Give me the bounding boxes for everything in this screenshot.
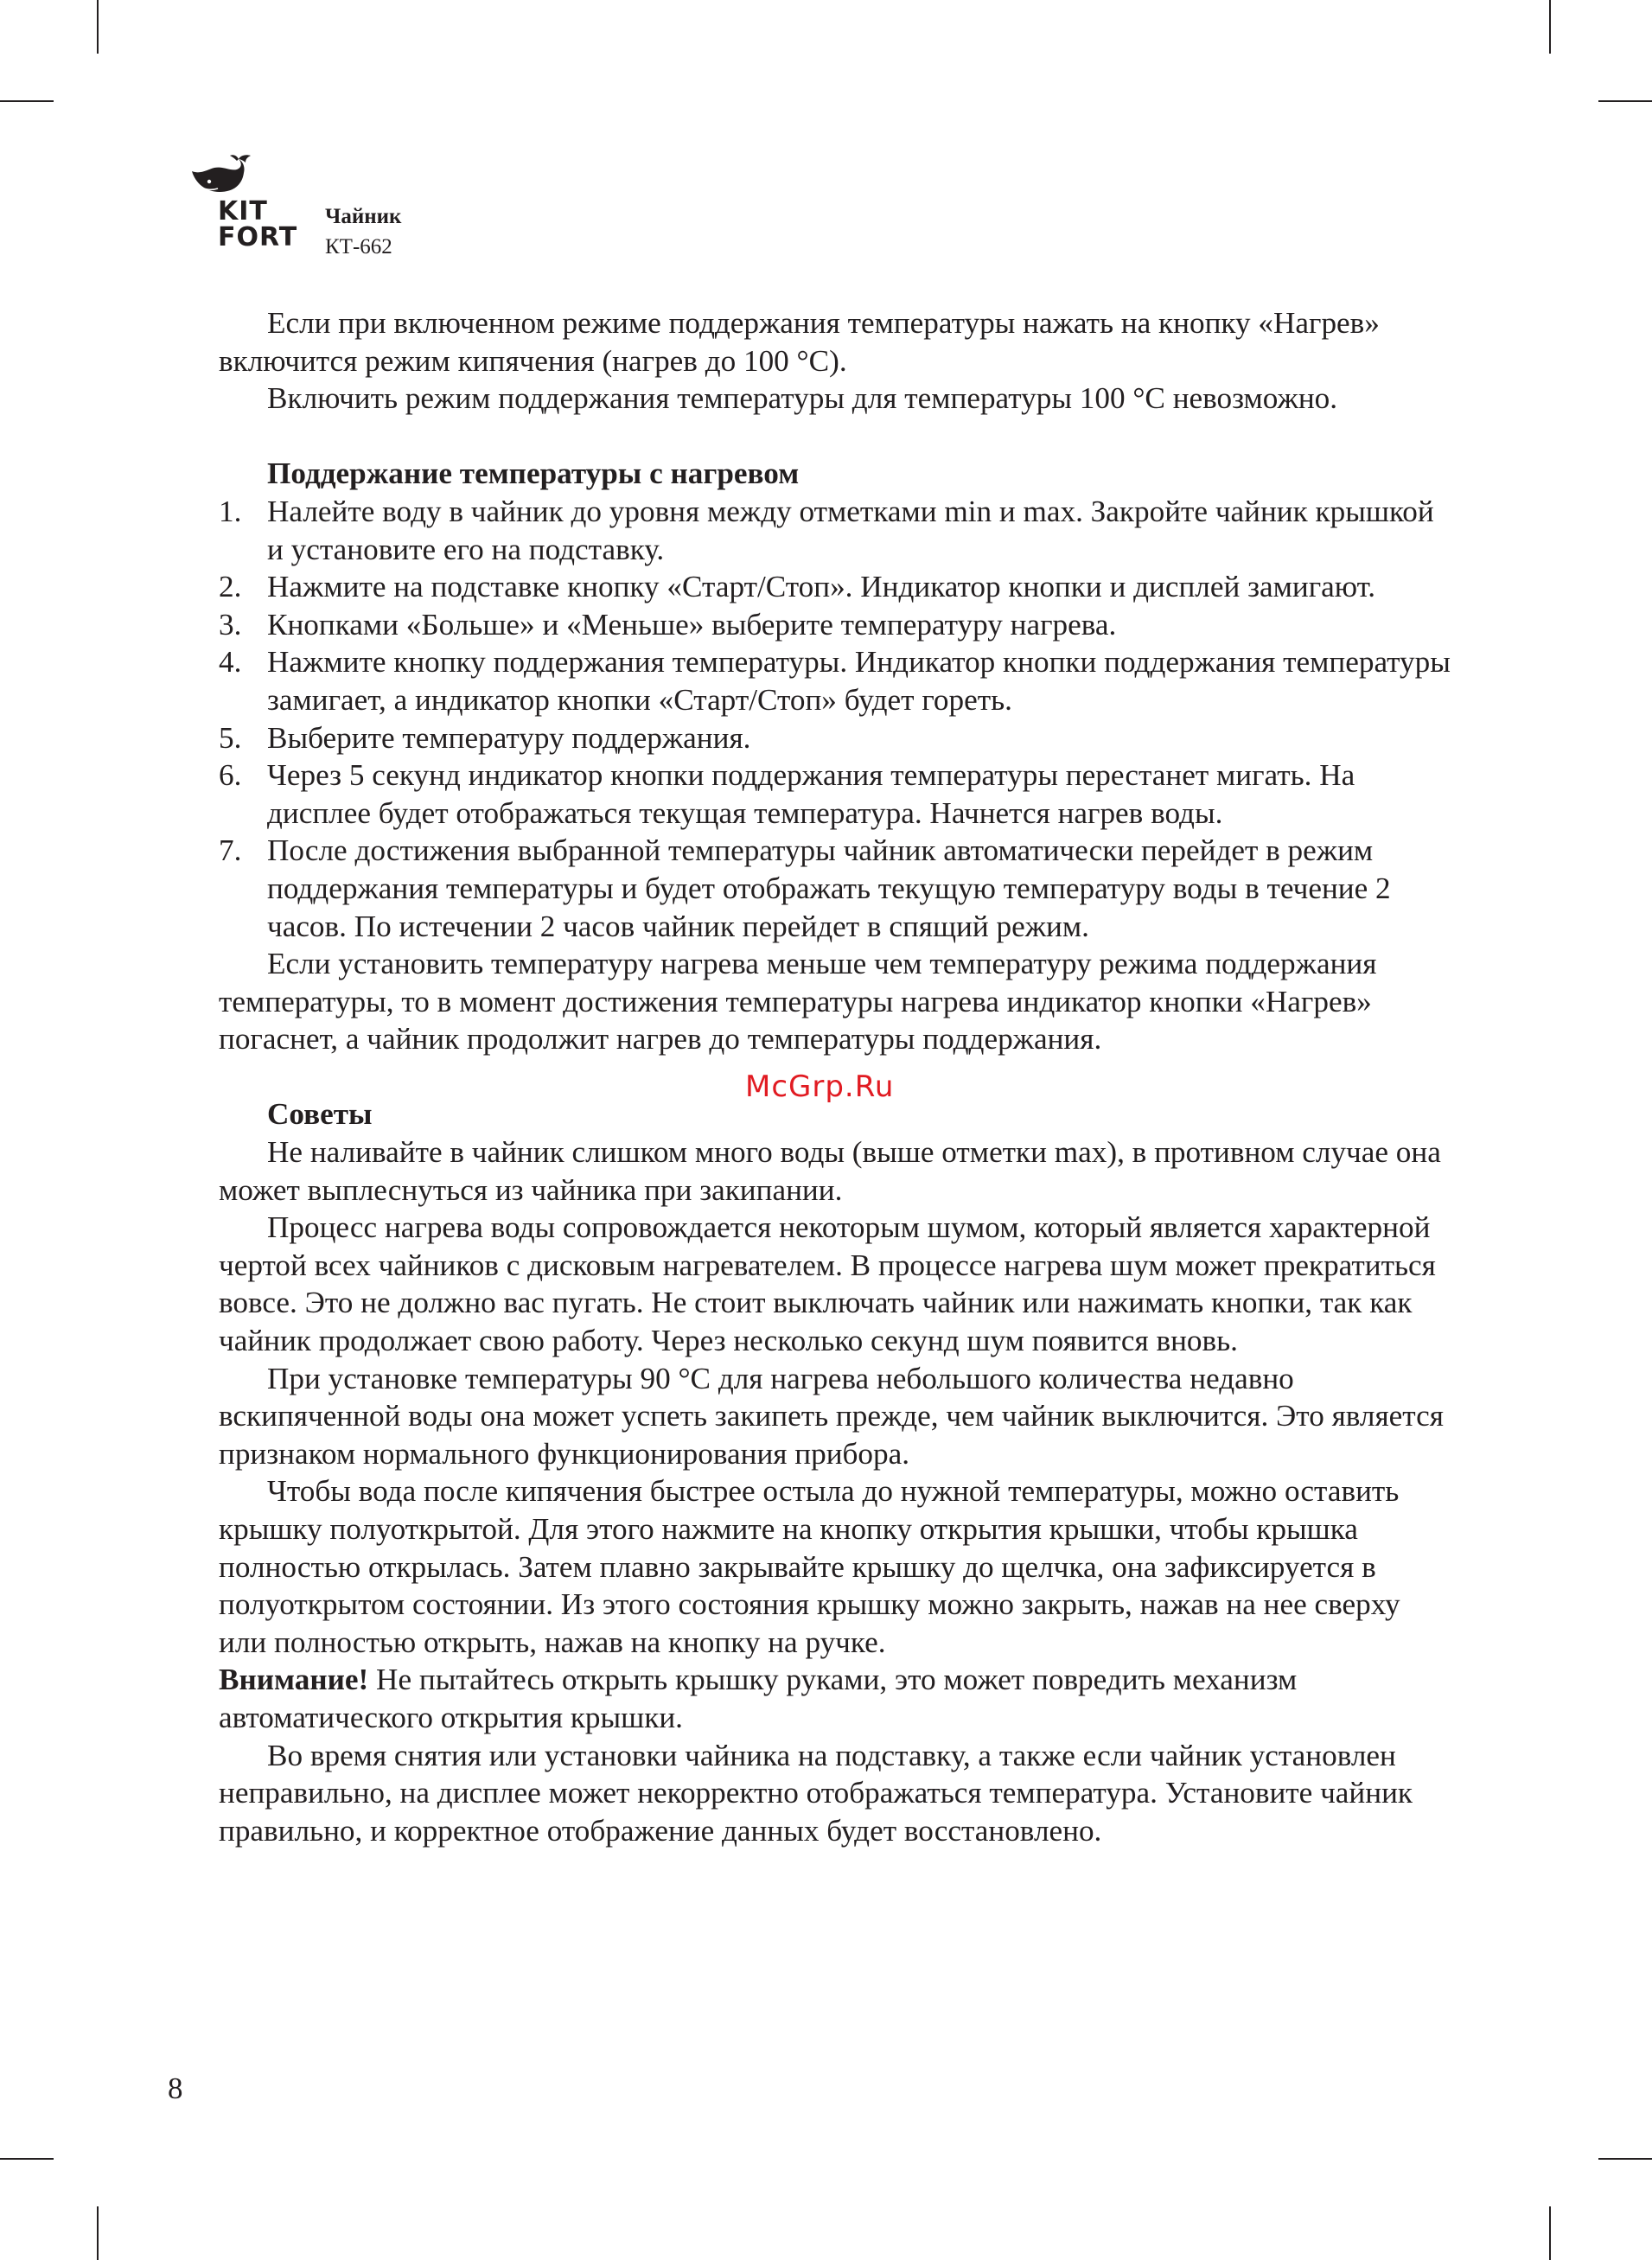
product-name: Чайник <box>325 205 402 228</box>
tips-paragraph-4: Чтобы вода после кипячения быстрее остыла до нужной температуры, можно оставить крышку полуоткрытой. Для этого нажмите на кнопку открытия крышки, чтобы крышка полностью открылась. Затем плавно закрывайте крышку до щелчка, она зафиксируется в полуоткрытом состоянии. Из этого состояния крышку можно закрыть, нажав на нее сверху или полностью открыть, нажав на кнопку на ручке. <box>219 1474 1400 1659</box>
heating-note: Если установить температуру нагрева меньше чем температуру режима поддержания температуры, то в момент достижения температуры нагрева индикатор кнопки «Нагрев» погаснет, а чайник продолжит нагрев до температуры поддержания. <box>219 947 1377 1057</box>
list-item-number: 2. <box>219 570 242 604</box>
tips-paragraph-1: Не наливайте в чайник слишком много воды (выше отметки max), в противном случае она может выплеснуться из чайника при закипании. <box>219 1135 1441 1207</box>
list-item <box>219 757 1455 832</box>
page-number: 8 <box>168 2072 183 2105</box>
warning-paragraph <box>219 1661 1455 1736</box>
watermark-link[interactable]: McGrp.Ru <box>745 1069 895 1104</box>
list-item-number: 4. <box>219 645 242 680</box>
spacer <box>219 418 1455 456</box>
list-item <box>219 606 1455 644</box>
crop-mark-top-left <box>97 0 99 54</box>
crop-mark-left-top <box>0 100 54 102</box>
kitfort-logo <box>185 154 297 266</box>
logo-wordmark <box>218 196 298 252</box>
list-item-number: 1. <box>219 494 242 528</box>
list-item-number: 5. <box>219 720 242 755</box>
list-item <box>219 643 1455 718</box>
intro-paragraph-1: Если при включенном режиме поддержания температуры нажать на кнопку «Нагрев» включится режим кипячения (нагрев до 100 °С). <box>219 306 1380 378</box>
tips-paragraph-2: Процесс нагрева воды сопровождается некоторым шумом, который является характерной чертой всех чайников с дисковым нагревателем. В процессе нагрева шум может прекратиться вовсе. Это не должно вас пугать. Не стоит выключать чайник или нажимать кнопки, так как чайник продолжает свою работу. Через несколько секунд шум появится вновь. <box>219 1210 1436 1358</box>
list-item-text: Нажмите на подставке кнопку «Старт/Стоп». Индикатор кнопки и дисплей замигают. <box>267 570 1376 604</box>
tips-paragraph-3: При установке температуры 90 °С для нагрева небольшого количества недавно вскипяченной воды она может успеть закипеть прежде, чем чайник выключится. Это является признаком нормального функционирования прибора. <box>219 1361 1444 1471</box>
list-item <box>219 493 1455 568</box>
section-title-tips: Советы <box>267 1097 373 1132</box>
list-item-number: 7. <box>219 833 242 868</box>
logo-line-1: KIT <box>218 196 268 227</box>
warning-text: Не пытайтесь открыть крышку руками, это может повредить механизм автоматического открытия крышки. <box>219 1663 1298 1734</box>
steps-list <box>219 493 1455 945</box>
tips-paragraph-5: Во время снятия или установки чайника на подставку, а также если чайник установлен неправильно, на дисплее может некорректно отображаться температура. Установите чайник правильно, и корректное отображение данных будет восстановлено. <box>219 1738 1413 1848</box>
product-model: КТ-662 <box>325 235 392 259</box>
warning-label: Внимание! <box>219 1663 369 1697</box>
list-item-number: 6. <box>219 758 242 793</box>
crop-mark-top-right <box>1549 0 1551 54</box>
list-item-text: Кнопками «Больше» и «Меньше» выберите температуру нагрева. <box>267 607 1117 642</box>
list-item-text: Нажмите кнопку поддержания температуры. Индикатор кнопки поддержания температуры замигает, а индикатор кнопки «Старт/Стоп» будет гореть. <box>267 645 1451 717</box>
crop-mark-bottom-right <box>1549 2206 1551 2260</box>
list-item-text: Выберите температуру поддержания. <box>267 720 751 755</box>
crop-mark-left-bottom <box>0 2158 54 2160</box>
crop-mark-bottom-left <box>97 2206 99 2260</box>
list-item <box>219 719 1455 757</box>
crop-mark-right-bottom <box>1598 2158 1652 2160</box>
list-item <box>219 832 1455 945</box>
list-item <box>219 568 1455 606</box>
list-item-text: Налейте воду в чайник до уровня между отметками min и max. Закройте чайник крышкой и установите его на подставку. <box>267 494 1434 566</box>
section-title-heating: Поддержание температуры с нагревом <box>267 456 800 491</box>
crop-mark-right-top <box>1598 100 1652 102</box>
intro-paragraph-2: Включить режим поддержания температуры для температуры 100 °С невозможно. <box>267 381 1338 416</box>
list-item-number: 3. <box>219 607 242 642</box>
list-item-text: Через 5 секунд индикатор кнопки поддержания температуры перестанет мигать. На дисплее будет отображаться текущая температура. Начнется нагрев воды. <box>267 758 1355 830</box>
list-item-text: После достижения выбранной температуры чайник автоматически перейдет в режим поддержания температуры и будет отображать текущую температуру воды в течение 2 часов. По истечении 2 часов чайник перейдет в спящий режим. <box>267 833 1391 943</box>
page-header <box>185 154 617 266</box>
logo-line-2: FORT <box>218 222 298 252</box>
